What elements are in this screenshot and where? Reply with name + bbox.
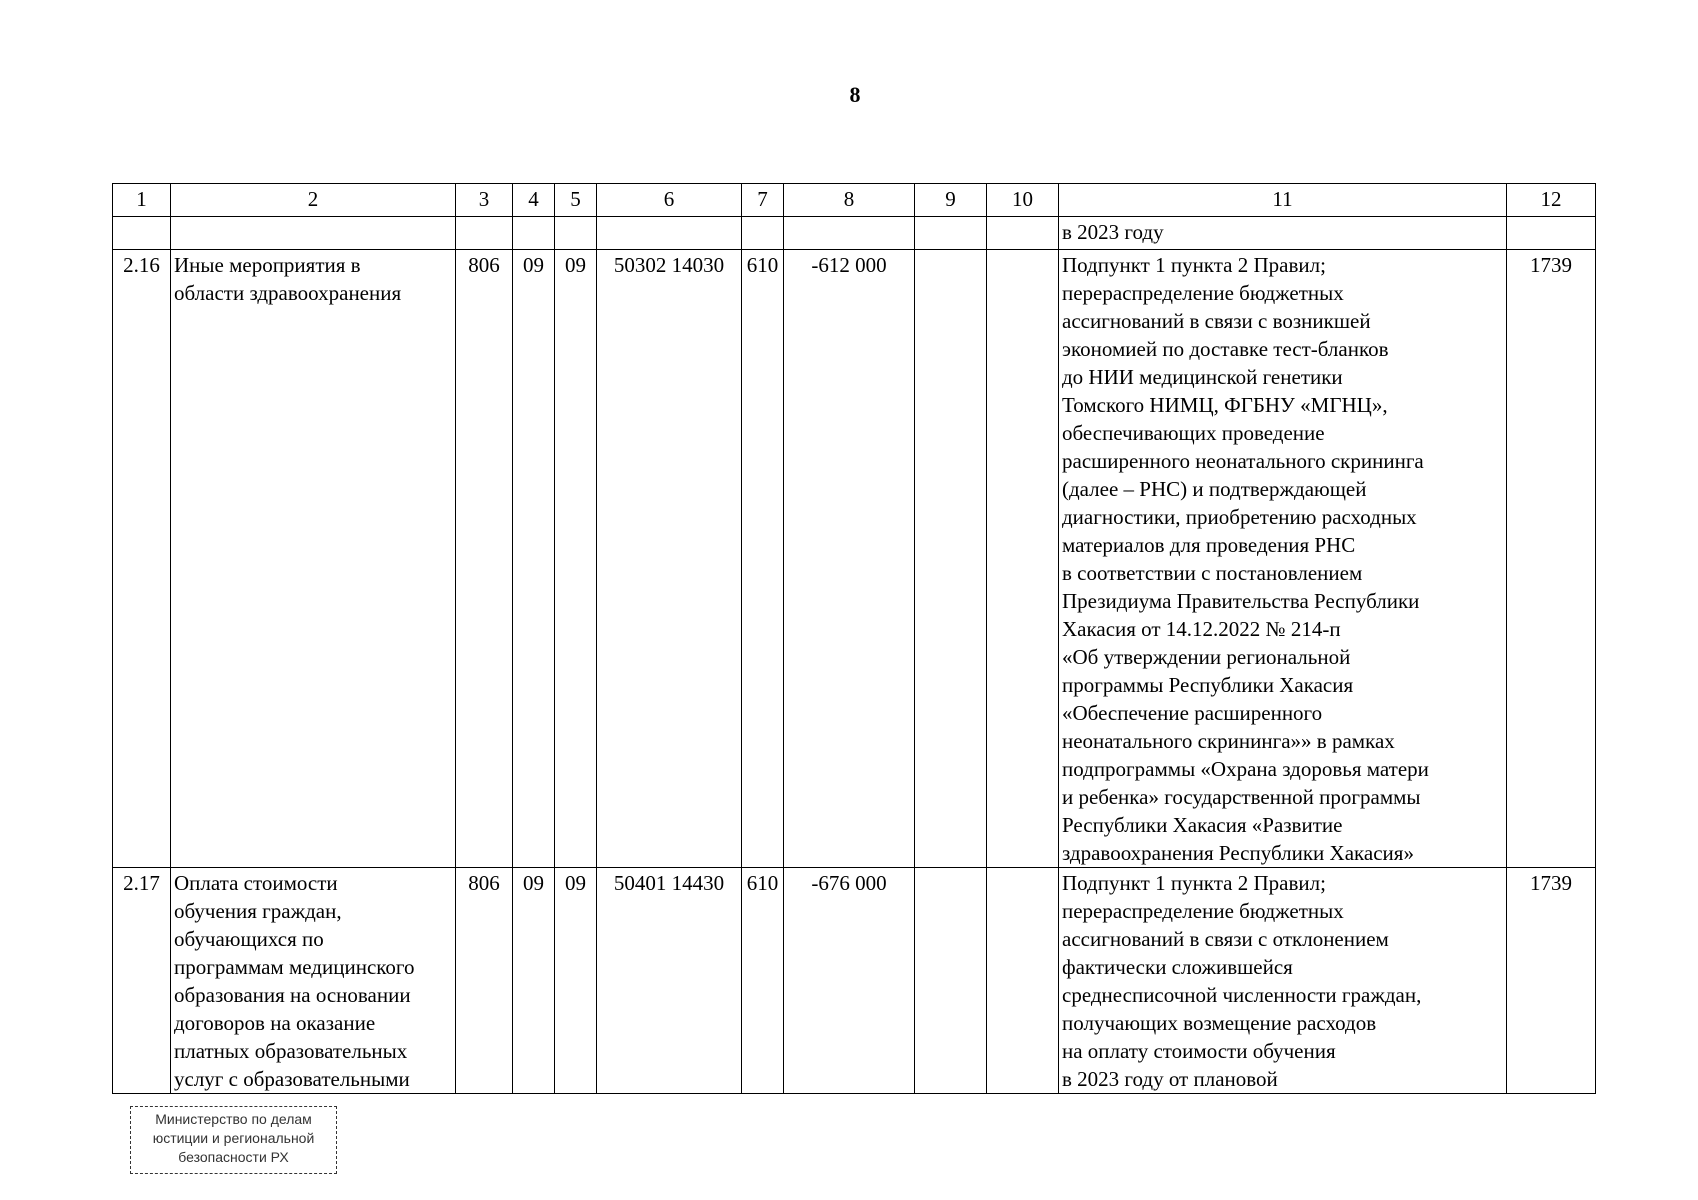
column-header: 12 — [1507, 184, 1596, 217]
code-cell: 09 — [513, 868, 555, 1094]
table-cell — [915, 217, 987, 250]
column-header: 2 — [171, 184, 456, 217]
table-cell — [513, 217, 555, 250]
continuation-row — [113, 217, 1596, 250]
item-name: Иные мероприятия в области здравоохранения — [171, 250, 456, 868]
column-header: 6 — [597, 184, 742, 217]
code-cell: 806 — [456, 868, 513, 1094]
code-cell: 50302 14030 — [597, 250, 742, 868]
row-number: 2.17 — [113, 868, 171, 1094]
table-cell — [171, 217, 456, 250]
code-cell: 09 — [555, 250, 597, 868]
ministry-stamp — [130, 1106, 337, 1174]
column-header: 1 — [113, 184, 171, 217]
table-cell — [915, 868, 987, 1094]
code-cell: 806 — [456, 250, 513, 868]
budget-table — [112, 183, 1596, 1094]
code-cell: 1739 — [1507, 250, 1596, 868]
code-cell: 50401 14430 — [597, 868, 742, 1094]
table-cell — [742, 217, 784, 250]
column-header: 11 — [1059, 184, 1507, 217]
table-cell — [456, 217, 513, 250]
column-header: 7 — [742, 184, 784, 217]
table-row — [113, 250, 1596, 868]
column-number-row — [113, 184, 1596, 217]
justification-cell: Подпункт 1 пункта 2 Правил; перераспределение бюджетных ассигнований в связи с возникшей экономией по доставке тест-бланков до НИИ медицинской генетики Томского НИМЦ, ФГБНУ «МГНЦ», обеспечивающих проведение расширенного неонатального скрининга (далее – РНС) и подтверждающей диагностики, приобретению расходных материалов для проведения РНС в соответствии с постановлением Президиума Правительства Республики Хакасия от 14.12.2022 № 214-п «Об утверждении региональной программы Республики Хакасия «Обеспечение расширенного неонатального скрининга»» в рамках подпрограммы «Охрана здоровья матери и ребенка» государственной программы Республики Хакасия «Развитие здравоохранения Республики Хакасия» — [1059, 250, 1507, 868]
column-header: 4 — [513, 184, 555, 217]
stamp-line: юстиции и региональной — [152, 1130, 315, 1146]
code-cell: 610 — [742, 250, 784, 868]
column-header: 10 — [987, 184, 1059, 217]
table-cell — [987, 250, 1059, 868]
column-header: 3 — [456, 184, 513, 217]
amount-cell: -612 000 — [784, 250, 915, 868]
table-cell — [1507, 217, 1596, 250]
code-cell: 09 — [513, 250, 555, 868]
stamp-line: Министерство по делам — [155, 1111, 312, 1127]
table-cell — [597, 217, 742, 250]
table-cell — [555, 217, 597, 250]
table-row — [113, 868, 1596, 1094]
stamp-line: безопасности РХ — [178, 1149, 289, 1165]
table-cell — [987, 868, 1059, 1094]
table-cell — [987, 217, 1059, 250]
column-header: 8 — [784, 184, 915, 217]
column-header: 5 — [555, 184, 597, 217]
item-name: Оплата стоимости обучения граждан, обучающихся по программам медицинского образования на основании договоров на оказание платных образовательных услуг с образовательными — [171, 868, 456, 1094]
code-cell: 09 — [555, 868, 597, 1094]
code-cell: 1739 — [1507, 868, 1596, 1094]
justification-cell: в 2023 году — [1059, 217, 1507, 250]
table-cell — [915, 250, 987, 868]
column-header: 9 — [915, 184, 987, 217]
row-number: 2.16 — [113, 250, 171, 868]
page-number: 8 — [849, 82, 861, 107]
code-cell: 610 — [742, 868, 784, 1094]
amount-cell: -676 000 — [784, 868, 915, 1094]
table-cell — [784, 217, 915, 250]
justification-cell: Подпункт 1 пункта 2 Правил; перераспределение бюджетных ассигнований в связи с отклонением фактически сложившейся среднесписочной численности граждан, получающих возмещение расходов на оплату стоимости обучения в 2023 году от плановой — [1059, 868, 1507, 1094]
table-cell — [113, 217, 171, 250]
